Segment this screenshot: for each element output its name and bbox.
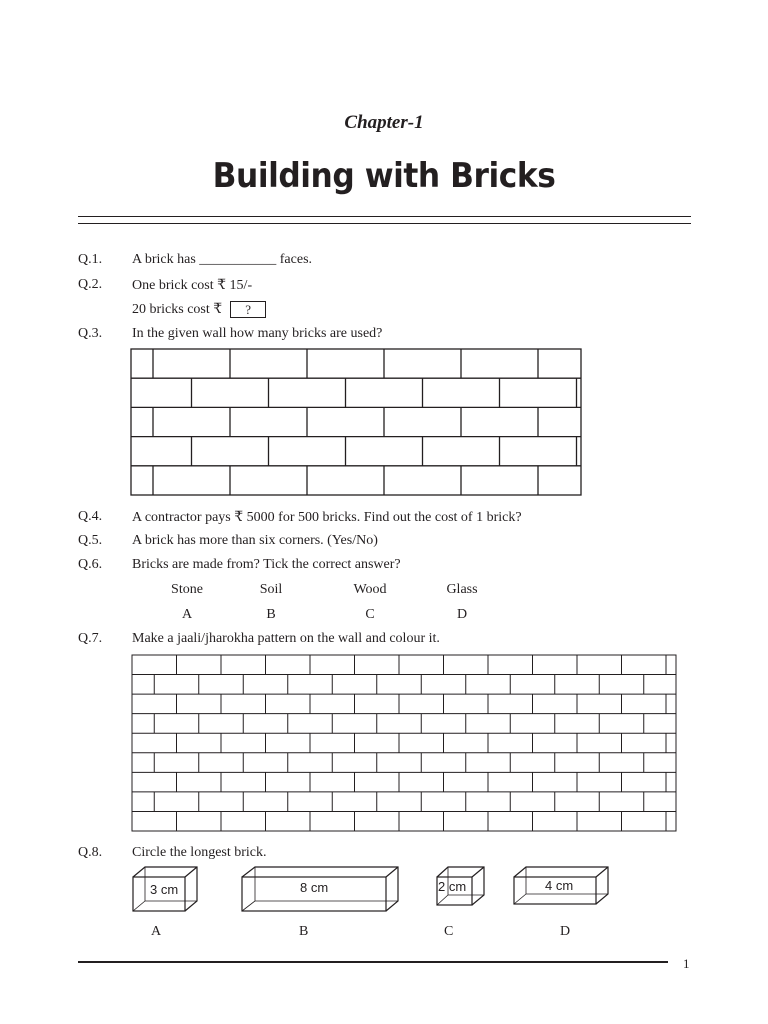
brick-wall-q3 [130,348,584,498]
question-number: Q.2. [78,277,103,292]
question-number: Q.6. [78,557,103,572]
option-letter: D [456,607,468,622]
brick-length-label: 8 cm [300,880,329,895]
page-number: 1 [683,956,690,971]
question-text: Make a jaali/jharokha pattern on the wall and colour it. [132,631,440,646]
brick-wall-q7[interactable] [131,654,679,834]
question-number: Q.3. [78,326,103,341]
question-text: Circle the longest brick. [132,845,267,860]
question-text: A brick has ___________ faces. [132,252,313,267]
question-number: Q.4. [78,509,103,524]
question-text: Bricks are made from? Tick the correct answer? [132,557,401,572]
question-number: Q.1. [78,252,103,267]
brick-length-label: 4 cm [545,878,574,893]
footer-rule [78,961,668,963]
question-number: Q.5. [78,533,103,548]
brick-option-letter: A [151,924,162,939]
option-name[interactable]: Soil [259,582,283,597]
wall-outline [131,349,581,495]
option-name[interactable]: Stone [171,582,203,597]
brick-option-letter: C [444,924,454,939]
brick-option-letter: B [299,924,309,939]
question-text: 20 bricks cost ₹ [132,302,223,317]
option-letter: C [365,607,375,622]
brick-length-label: 3 cm [150,882,179,897]
page-title: Building with Bricks [212,156,556,196]
wall-outline [132,655,676,831]
question-line [132,301,266,318]
option-name[interactable]: Wood [353,582,387,597]
question-text: A brick has more than six corners. (Yes/No) [132,533,378,548]
question-number: Q.8. [78,845,103,860]
chapter-label: Chapter-1 [344,112,424,133]
question-text: One brick cost ₹ 15/- [132,278,253,293]
question-number: Q.7. [78,631,103,646]
brick-option-letter: D [560,924,571,939]
option-letter: B [266,607,276,622]
brick-length-label: 2 cm [438,879,467,894]
title-rule-top [78,216,691,217]
title-rule-bottom [78,223,691,224]
question-text: In the given wall how many bricks are used? [132,326,383,341]
option-name[interactable]: Glass [446,582,478,597]
question-text: A contractor pays ₹ 5000 for 500 bricks. Find out the cost of 1 brick? [132,510,522,525]
brick-drawings [130,864,610,916]
option-letter: A [181,607,193,622]
answer-box[interactable]: ? [230,301,266,318]
